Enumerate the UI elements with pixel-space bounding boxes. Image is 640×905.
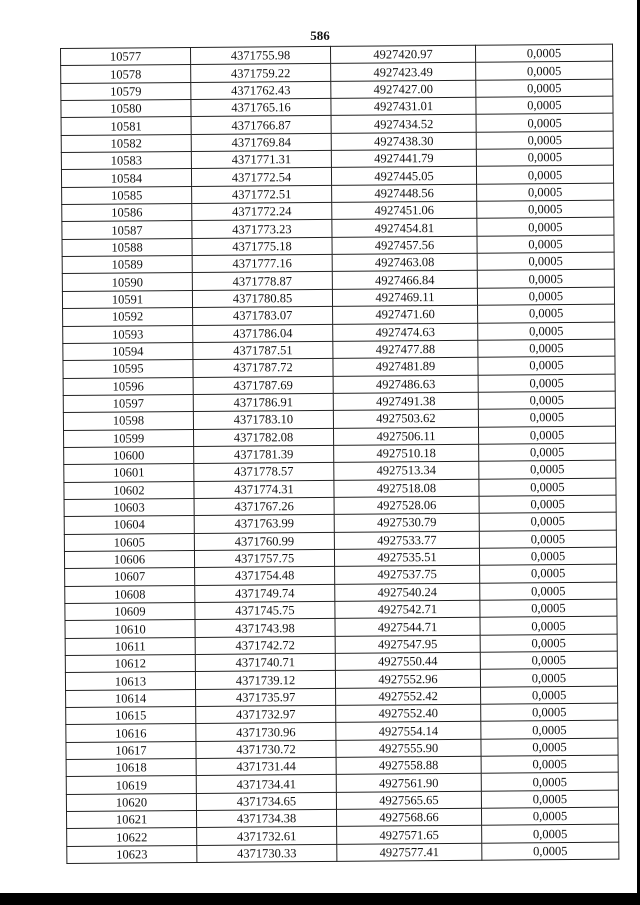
- x-coordinate-cell: 4371742.72: [195, 636, 335, 654]
- value-cell: 0,0005: [477, 218, 614, 236]
- x-coordinate-cell: 4371743.98: [195, 619, 335, 637]
- x-coordinate-cell: 4371786.04: [193, 324, 333, 342]
- y-coordinate-cell: 4927448.56: [332, 184, 477, 202]
- value-cell: 0,0005: [479, 478, 616, 496]
- point-number-cell: 10586: [62, 204, 192, 222]
- value-cell: 0,0005: [477, 252, 614, 270]
- y-coordinate-cell: 4927555.90: [336, 739, 481, 757]
- scan-bottom-border: [0, 893, 640, 905]
- value-cell: 0,0005: [477, 270, 614, 288]
- y-coordinate-cell: 4927540.24: [335, 583, 480, 601]
- point-number-cell: 10580: [61, 100, 191, 118]
- x-coordinate-cell: 4371778.57: [194, 463, 334, 481]
- y-coordinate-cell: 4927506.11: [333, 427, 478, 445]
- value-cell: 0,0005: [480, 669, 617, 687]
- y-coordinate-cell: 4927491.38: [333, 392, 478, 410]
- value-cell: 0,0005: [480, 616, 617, 634]
- point-number-cell: 10601: [64, 464, 194, 482]
- table-body: [61, 44, 619, 863]
- x-coordinate-cell: 4371757.75: [194, 549, 334, 567]
- y-coordinate-cell: 4927513.34: [334, 461, 479, 479]
- x-coordinate-cell: 4371732.97: [196, 705, 336, 723]
- y-coordinate-cell: 4927547.95: [335, 635, 480, 653]
- point-number-cell: 10622: [67, 828, 197, 846]
- point-number-cell: 10609: [65, 602, 195, 620]
- y-coordinate-cell: 4927542.71: [335, 600, 480, 618]
- value-cell: 0,0005: [479, 512, 616, 530]
- x-coordinate-cell: 4371765.16: [191, 98, 331, 116]
- x-coordinate-cell: 4371781.39: [194, 445, 334, 463]
- point-number-cell: 10619: [66, 776, 196, 794]
- x-coordinate-cell: 4371782.08: [193, 428, 333, 446]
- y-coordinate-cell: 4927457.56: [332, 236, 477, 254]
- value-cell: 0,0005: [478, 356, 615, 374]
- x-coordinate-cell: 4371749.74: [195, 584, 335, 602]
- point-number-cell: 10608: [65, 585, 195, 603]
- point-number-cell: 10616: [66, 724, 196, 742]
- y-coordinate-cell: 4927451.06: [332, 201, 477, 219]
- point-number-cell: 10592: [63, 308, 193, 326]
- y-coordinate-cell: 4927477.88: [333, 340, 478, 358]
- x-coordinate-cell: 4371734.38: [196, 809, 336, 827]
- x-coordinate-cell: 4371766.87: [191, 116, 331, 134]
- point-number-cell: 10614: [66, 689, 196, 707]
- point-number-cell: 10618: [66, 759, 196, 777]
- point-number-cell: 10620: [66, 793, 196, 811]
- x-coordinate-cell: 4371772.51: [192, 185, 332, 203]
- x-coordinate-cell: 4371730.33: [197, 844, 337, 862]
- y-coordinate-cell: 4927528.06: [334, 496, 479, 514]
- y-coordinate-cell: 4927434.52: [331, 115, 476, 133]
- point-number-cell: 10621: [66, 811, 196, 829]
- value-cell: 0,0005: [478, 322, 615, 340]
- x-coordinate-cell: 4371771.31: [191, 150, 331, 168]
- value-cell: 0,0005: [480, 651, 617, 669]
- x-coordinate-cell: 4371773.23: [192, 220, 332, 238]
- x-coordinate-cell: 4371778.87: [192, 272, 332, 290]
- y-coordinate-cell: 4927535.51: [334, 548, 479, 566]
- point-number-cell: 10578: [61, 65, 191, 83]
- x-coordinate-cell: 4371759.22: [191, 64, 331, 82]
- y-coordinate-cell: 4927469.11: [332, 288, 477, 306]
- y-coordinate-cell: 4927552.96: [335, 670, 480, 688]
- value-cell: 0,0005: [479, 495, 616, 513]
- value-cell: 0,0005: [481, 686, 618, 704]
- point-number-cell: 10612: [65, 654, 195, 672]
- y-coordinate-cell: 4927518.08: [334, 479, 479, 497]
- x-coordinate-cell: 4371787.51: [193, 341, 333, 359]
- y-coordinate-cell: 4927544.71: [335, 618, 480, 636]
- value-cell: 0,0005: [478, 391, 615, 409]
- point-number-cell: 10602: [64, 481, 194, 499]
- y-coordinate-cell: 4927550.44: [335, 652, 480, 670]
- x-coordinate-cell: 4371777.16: [192, 254, 332, 272]
- y-coordinate-cell: 4927481.89: [333, 357, 478, 375]
- y-coordinate-cell: 4927486.63: [333, 375, 478, 393]
- point-number-cell: 10584: [61, 169, 191, 187]
- value-cell: 0,0005: [477, 200, 614, 218]
- x-coordinate-cell: 4371769.84: [191, 133, 331, 151]
- y-coordinate-cell: 4927537.75: [335, 566, 480, 584]
- y-coordinate-cell: 4927554.14: [336, 722, 481, 740]
- point-number-cell: 10605: [64, 533, 194, 551]
- point-number-cell: 10591: [62, 290, 192, 308]
- y-coordinate-cell: 4927561.90: [336, 774, 481, 792]
- y-coordinate-cell: 4927558.88: [336, 756, 481, 774]
- coordinates-table: [60, 44, 619, 864]
- y-coordinate-cell: 4927552.40: [336, 704, 481, 722]
- x-coordinate-cell: 4371760.99: [194, 532, 334, 550]
- point-number-cell: 10615: [66, 707, 196, 725]
- point-number-cell: 10579: [61, 82, 191, 100]
- point-number-cell: 10583: [61, 152, 191, 170]
- value-cell: 0,0005: [476, 131, 613, 149]
- y-coordinate-cell: 4927565.65: [336, 791, 481, 809]
- y-coordinate-cell: 4927510.18: [334, 444, 479, 462]
- value-cell: 0,0005: [477, 287, 614, 305]
- value-cell: 0,0005: [479, 547, 616, 565]
- point-number-cell: 10588: [62, 238, 192, 256]
- value-cell: 0,0005: [481, 807, 618, 825]
- x-coordinate-cell: 4371731.44: [196, 757, 336, 775]
- x-coordinate-cell: 4371735.97: [196, 688, 336, 706]
- point-number-cell: 10582: [61, 134, 191, 152]
- value-cell: 0,0005: [477, 183, 614, 201]
- x-coordinate-cell: 4371787.72: [193, 359, 333, 377]
- x-coordinate-cell: 4371734.41: [196, 775, 336, 793]
- x-coordinate-cell: 4371762.43: [191, 81, 331, 99]
- point-number-cell: 10585: [62, 186, 192, 204]
- x-coordinate-cell: 4371772.24: [192, 202, 332, 220]
- value-cell: 0,0005: [482, 842, 619, 860]
- point-number-cell: 10610: [65, 620, 195, 638]
- value-cell: 0,0005: [479, 530, 616, 548]
- point-number-cell: 10593: [63, 325, 193, 343]
- point-number-cell: 10606: [64, 550, 194, 568]
- x-coordinate-cell: 4371786.91: [193, 393, 333, 411]
- y-coordinate-cell: 4927427.00: [331, 80, 476, 98]
- point-number-cell: 10589: [62, 256, 192, 274]
- y-coordinate-cell: 4927466.84: [332, 271, 477, 289]
- value-cell: 0,0005: [476, 79, 613, 97]
- y-coordinate-cell: 4927420.97: [330, 45, 475, 63]
- point-number-cell: 10613: [65, 672, 195, 690]
- y-coordinate-cell: 4927533.77: [334, 531, 479, 549]
- y-coordinate-cell: 4927568.66: [336, 808, 481, 826]
- y-coordinate-cell: 4927463.08: [332, 253, 477, 271]
- value-cell: 0,0005: [477, 235, 614, 253]
- value-cell: 0,0005: [481, 773, 618, 791]
- point-number-cell: 10587: [62, 221, 192, 239]
- x-coordinate-cell: 4371740.71: [195, 653, 335, 671]
- x-coordinate-cell: 4371787.69: [193, 376, 333, 394]
- x-coordinate-cell: 4371730.72: [196, 740, 336, 758]
- x-coordinate-cell: 4371754.48: [195, 567, 335, 585]
- value-cell: 0,0005: [481, 755, 618, 773]
- point-number-cell: 10596: [63, 377, 193, 395]
- value-cell: 0,0005: [481, 790, 618, 808]
- value-cell: 0,0005: [481, 721, 618, 739]
- y-coordinate-cell: 4927441.79: [331, 149, 476, 167]
- value-cell: 0,0005: [476, 166, 613, 184]
- value-cell: 0,0005: [479, 460, 616, 478]
- point-number-cell: 10607: [65, 568, 195, 586]
- value-cell: 0,0005: [478, 339, 615, 357]
- value-cell: 0,0005: [480, 564, 617, 582]
- point-number-cell: 10617: [66, 741, 196, 759]
- x-coordinate-cell: 4371730.96: [196, 723, 336, 741]
- point-number-cell: 10590: [62, 273, 192, 291]
- value-cell: 0,0005: [476, 96, 613, 114]
- point-number-cell: 10598: [63, 412, 193, 430]
- point-number-cell: 10595: [63, 360, 193, 378]
- x-coordinate-cell: 4371732.61: [197, 827, 337, 845]
- value-cell: 0,0005: [478, 408, 615, 426]
- x-coordinate-cell: 4371783.10: [193, 411, 333, 429]
- value-cell: 0,0005: [476, 148, 613, 166]
- value-cell: 0,0005: [476, 114, 613, 132]
- value-cell: 0,0005: [478, 374, 615, 392]
- y-coordinate-cell: 4927552.42: [336, 687, 481, 705]
- y-coordinate-cell: 4927445.05: [331, 167, 476, 185]
- point-number-cell: 10577: [61, 47, 191, 65]
- point-number-cell: 10599: [64, 429, 194, 447]
- value-cell: 0,0005: [480, 634, 617, 652]
- y-coordinate-cell: 4927438.30: [331, 132, 476, 150]
- x-coordinate-cell: 4371775.18: [192, 237, 332, 255]
- x-coordinate-cell: 4371772.54: [191, 168, 331, 186]
- y-coordinate-cell: 4927530.79: [334, 514, 479, 532]
- point-number-cell: 10611: [65, 637, 195, 655]
- y-coordinate-cell: 4927474.63: [333, 323, 478, 341]
- x-coordinate-cell: 4371767.26: [194, 497, 334, 515]
- coordinates-table-container: [60, 44, 618, 864]
- x-coordinate-cell: 4371745.75: [195, 601, 335, 619]
- y-coordinate-cell: 4927577.41: [337, 843, 482, 861]
- value-cell: 0,0005: [480, 599, 617, 617]
- point-number-cell: 10604: [64, 516, 194, 534]
- value-cell: 0,0005: [478, 304, 615, 322]
- point-number-cell: 10597: [63, 394, 193, 412]
- value-cell: 0,0005: [480, 582, 617, 600]
- point-number-cell: 10600: [64, 446, 194, 464]
- value-cell: 0,0005: [481, 703, 618, 721]
- x-coordinate-cell: 4371763.99: [194, 515, 334, 533]
- y-coordinate-cell: 4927503.62: [333, 409, 478, 427]
- x-coordinate-cell: 4371780.85: [192, 289, 332, 307]
- x-coordinate-cell: 4371739.12: [195, 671, 335, 689]
- x-coordinate-cell: 4371755.98: [190, 46, 330, 64]
- value-cell: 0,0005: [479, 443, 616, 461]
- y-coordinate-cell: 4927571.65: [337, 826, 482, 844]
- point-number-cell: 10603: [64, 498, 194, 516]
- x-coordinate-cell: 4371774.31: [194, 480, 334, 498]
- value-cell: 0,0005: [482, 825, 619, 843]
- y-coordinate-cell: 4927454.81: [332, 219, 477, 237]
- point-number-cell: 10581: [61, 117, 191, 135]
- value-cell: 0,0005: [481, 738, 618, 756]
- value-cell: 0,0005: [475, 44, 612, 62]
- y-coordinate-cell: 4927431.01: [331, 97, 476, 115]
- table-row: [67, 842, 619, 864]
- x-coordinate-cell: 4371734.65: [196, 792, 336, 810]
- value-cell: 0,0005: [478, 426, 615, 444]
- page-number: 586: [310, 28, 330, 43]
- y-coordinate-cell: 4927423.49: [331, 63, 476, 81]
- y-coordinate-cell: 4927471.60: [333, 305, 478, 323]
- point-number-cell: 10623: [67, 845, 197, 863]
- point-number-cell: 10594: [63, 342, 193, 360]
- value-cell: 0,0005: [476, 62, 613, 80]
- x-coordinate-cell: 4371783.07: [193, 307, 333, 325]
